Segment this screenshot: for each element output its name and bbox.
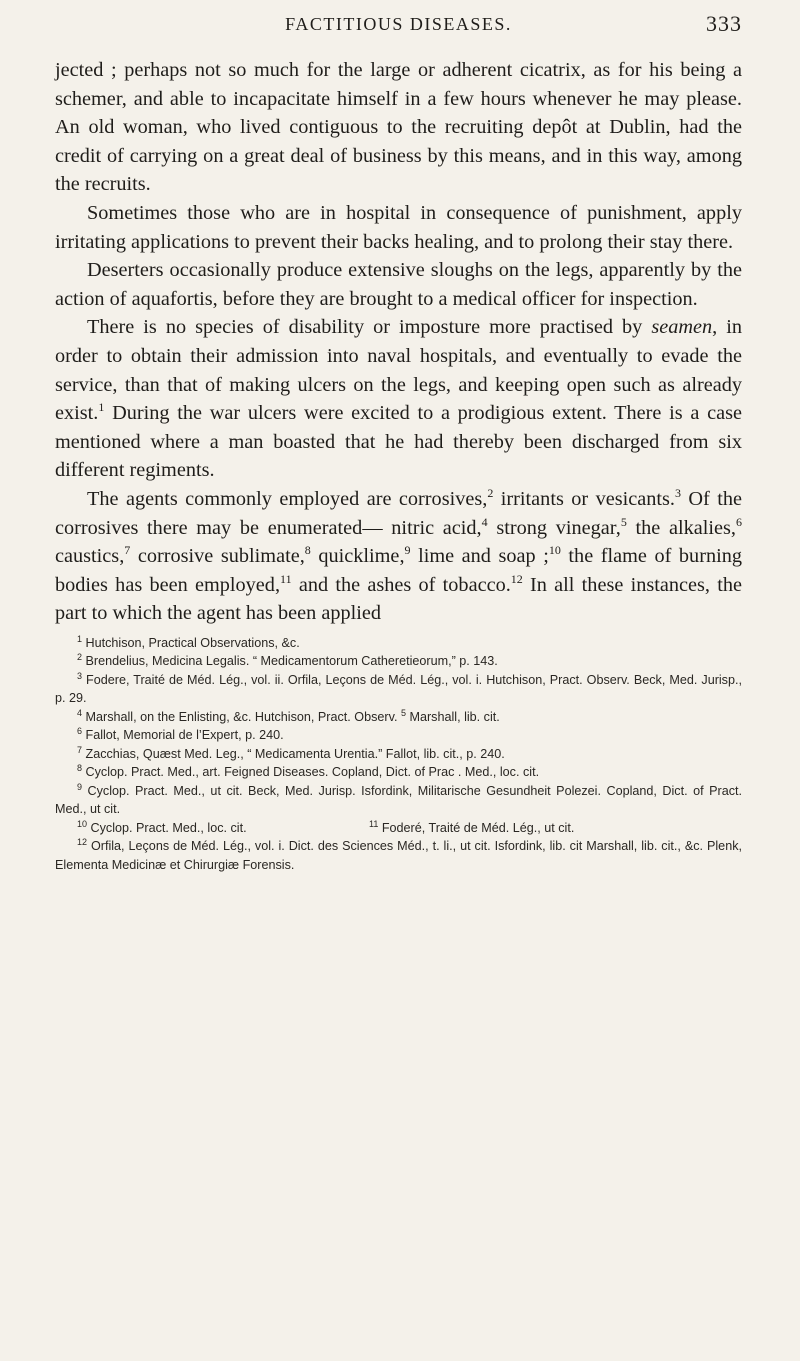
text-run: Of the corrosives there may be enumerated— nitric acid, xyxy=(55,487,742,539)
footnote-reference: 1 xyxy=(98,400,105,415)
text-run: quicklime, xyxy=(310,545,405,568)
paragraph xyxy=(55,199,742,256)
footnote-reference: 12 xyxy=(510,571,523,586)
footnote-reference: 6 xyxy=(736,514,742,529)
footnote-reference: 3 xyxy=(674,485,681,500)
paragraph xyxy=(55,56,742,199)
paragraph xyxy=(55,256,742,313)
text-run: jected ; perhaps not so much for the large or adherent cicatrix, as for his being a schemer, and able to incapacitate himself in a few hours whenever he may please. An old woman, who lived contiguous to the recruiting depôt at Dublin, had the credit of carrying on a great deal of business by this means, and in this way, among the recruits. xyxy=(55,59,742,196)
emphasis-text: seamen xyxy=(651,316,713,339)
text-run: lime and soap ; xyxy=(410,545,549,568)
footnote-reference: 7 xyxy=(124,543,131,558)
footnote-reference: 11 xyxy=(280,571,292,586)
footnote-reference: 9 xyxy=(404,543,411,558)
page-number: 333 xyxy=(706,11,742,36)
text-run: caustics, xyxy=(55,545,125,568)
text-run: the alkalies, xyxy=(626,516,736,539)
text-run: Sometimes those who are in hospital in consequence of punishment, apply irritating applications to prevent their backs healing, and to prolong their stay there. xyxy=(55,201,742,253)
footnote: $^2$ Brendelius, Medicina Legalis. “ Medicamentorum Catheretieorum,” p. 143. xyxy=(77,652,498,669)
footnote: $^4$ Marshall, on the Enlisting, &c. Hutchison, Pract. Observ. $^5$ Marshall, lib. cit. xyxy=(77,707,500,724)
footnote-reference: 4 xyxy=(481,514,488,529)
footnote: $^9$ Cyclop. Pract. Med., ut cit. Beck, Med. Jurisp. Isfordink, Militarische Gesundheit Polezei. Copland, Dict. of Pract. Med., ut cit. xyxy=(55,781,743,817)
text-run: The agents commonly employed are corrosives, xyxy=(87,487,488,510)
text-run: There is no species of disability or imposture more practised by xyxy=(87,316,652,339)
text-run: corrosive sublimate, xyxy=(130,545,305,568)
body-text xyxy=(55,56,742,628)
footnote-reference: 10 xyxy=(548,543,561,558)
footnote: $^{10}$ Cyclop. Pract. Med., loc. cit. $^{11}$ Foderé, Traité de Méd. Lég., ut cit. xyxy=(77,818,575,835)
text-run: During the war ulcers were excited to a prodigious extent. There is a case mentioned where a man boasted that he had thereby been discharged from six different regiments. xyxy=(55,402,742,482)
footnote-reference: 5 xyxy=(620,514,627,529)
footnote: $^8$ Cyclop. Pract. Med., art. Feigned Diseases. Copland, Dict. of Prac . Med., loc. cit. xyxy=(77,763,540,780)
text-run: , in order to obtain their admission into naval hospitals, and eventually to evade the service, than that of making ulcers on the legs, and keeping open such as already exist. xyxy=(55,316,742,425)
paragraph xyxy=(55,313,742,485)
paragraph xyxy=(55,485,742,628)
footnote: $^1$ Hutchison, Practical Observations, &c. xyxy=(77,633,300,650)
text-run: and the ashes of tobacco. xyxy=(291,573,511,596)
text-run: strong vinegar, xyxy=(487,516,621,539)
footnote-reference: 2 xyxy=(487,485,494,500)
text-run: Deserters occasionally produce extensive sloughs on the legs, apparently by the action of aquafortis, before they are brought to a medical officer for inspection. xyxy=(55,259,742,310)
text-run: the flame of burning bodies has been employed, xyxy=(55,545,743,596)
page-header xyxy=(55,0,742,44)
footnote-reference: 8 xyxy=(304,543,311,558)
running-title: FACTITIOUS DISEASES. xyxy=(285,14,512,34)
text-run: irritants or vesicants. xyxy=(493,487,675,510)
footnote: $^3$ Fodere, Traité de Méd. Lég., vol. ii. Orfila, Leçons de Méd. Lég., vol. i. Hutchison, Pract. Observ. Beck, Med. Jurisp., p. 29. xyxy=(55,670,742,706)
footnote: $^{12}$ Orfila, Leçons de Méd. Lég., vol. i. Dict. des Sciences Méd., t. li., ut cit. Isfordink, lib. cit Marshall, lib. cit., &c. Plenk, Elementa Medicinæ et Chirurgiæ Forensis. xyxy=(55,837,742,872)
footnote: $^6$ Fallot, Memorial de l’Expert, p. 240. xyxy=(77,726,284,743)
text-run: In all these instances, the part to which the agent has been applied xyxy=(55,573,742,625)
footnotes xyxy=(55,634,742,875)
footnote: $^7$ Zacchias, Quæst Med. Leg., “ Medicamenta Urentia.” Fallot, lib. cit., p. 240. xyxy=(77,744,505,761)
